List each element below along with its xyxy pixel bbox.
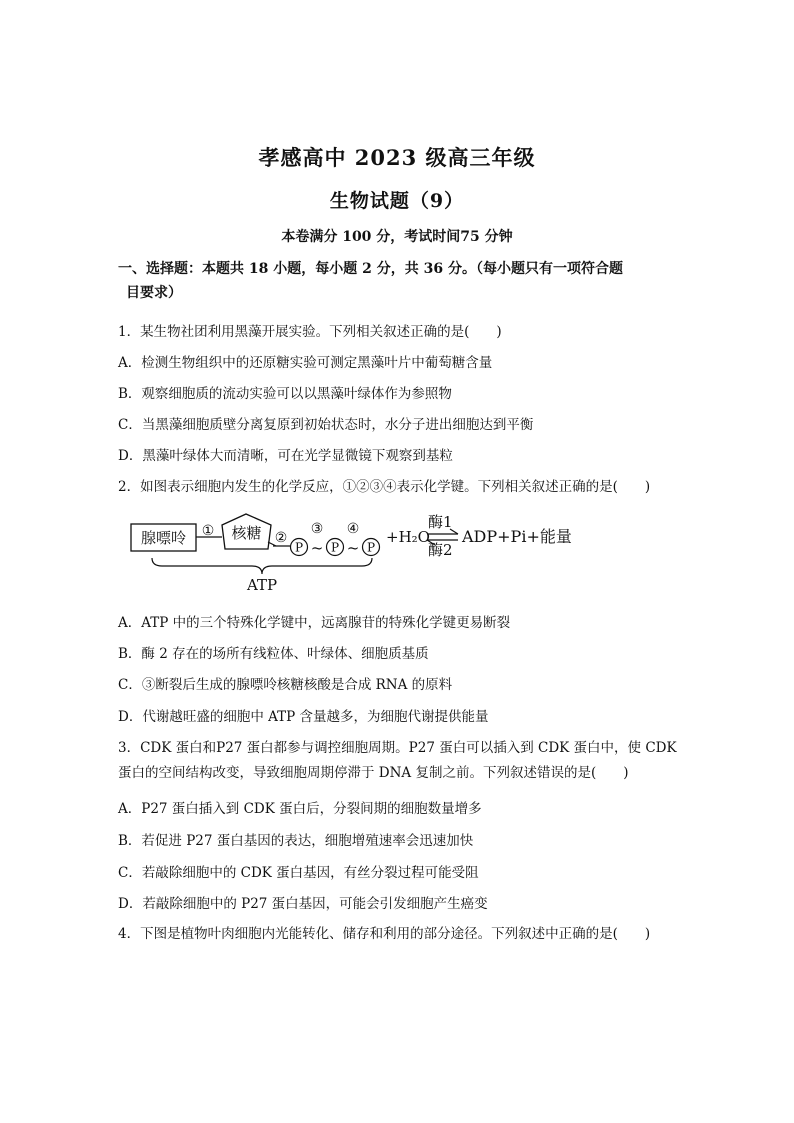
question-1-option-a: A．检测生物组织中的还原糖实验可测定黑藻叶片中葡萄糖含量 [118, 355, 493, 371]
question-3-option-c: C．若敲除细胞中的 CDK 蛋白基因，有丝分裂过程可能受阻 [118, 865, 479, 881]
question-1-option-c: C．当黑藻细胞质壁分离复原到初始状态时，水分子进出细胞达到平衡 [118, 417, 534, 433]
question-2-option-d: D．代谢越旺盛的细胞中 ATP 含量越多，为细胞代谢提供能量 [118, 709, 489, 725]
tilde-2: ~ [346, 539, 360, 557]
question-3-option-b: B．若促进 P27 蛋白基因的表达，细胞增殖速率会迅速加快 [118, 833, 474, 849]
question-1-option-d: D．黑藻叶绿体大而清晰，可在光学显微镜下观察到基粒 [118, 448, 453, 464]
exam-info: 本卷满分 100 分，考试时间75 分钟 [281, 229, 513, 245]
atp-brace [152, 558, 372, 574]
question-3-option-d: D．若敲除细胞中的 P27 蛋白基因，可能会引发细胞产生癌变 [118, 896, 488, 912]
atp-label: ATP [246, 576, 278, 594]
adenine-label: 腺嘌呤 [140, 529, 187, 547]
question-1-stem: 1．某生物社团利用黑藻开展实验。下列相关叙述正确的是( ) [118, 324, 502, 340]
phosphate-2-label: P [330, 540, 340, 555]
ribose-label: 核糖 [231, 524, 262, 542]
products-label: ADP+Pi+能量 [462, 527, 572, 546]
question-3-stem-line1: 3．CDK 蛋白和P27 蛋白都参与调控细胞周期。P27 蛋白可以插入到 CDK 蛋白中，使 CDK [118, 740, 677, 756]
atp-reaction-diagram [128, 510, 588, 600]
exam-title: 生物试题（9） [329, 190, 465, 212]
bond-3-label: ③ [310, 521, 324, 537]
question-3-stem-line2: 蛋白的空间结构改变，导致细胞周期停滞于 DNA 复制之前。下列叙述错误的是( ) [118, 765, 629, 781]
phosphate-1-label: P [294, 540, 304, 555]
section-heading-line1: 一、选择题：本题共 18 小题，每小题 2 分，共 36 分。（每小题只有一项符合题 [118, 261, 623, 277]
question-2-option-c: C．③断裂后生成的腺嘌呤核糖核酸是合成 RNA 的原料 [118, 677, 453, 693]
phosphate-3-label: P [366, 540, 376, 555]
question-2-option-b: B．酶 2 存在的场所有线粒体、叶绿体、细胞质基质 [118, 646, 429, 662]
question-2-option-a: A．ATP 中的三个特殊化学键中，远离腺苷的特殊化学键更易断裂 [118, 615, 511, 631]
bond-2-label: ② [274, 530, 288, 546]
enzyme-2-label: 酶2 [428, 541, 453, 559]
question-1-option-b: B．观察细胞质的流动实验可以以黑藻叶绿体作为参照物 [118, 386, 452, 402]
enzyme-1-label: 酶1 [428, 513, 453, 531]
tilde-1: ~ [310, 539, 324, 557]
question-3-option-a: A．P27 蛋白插入到 CDK 蛋白后，分裂间期的细胞数量增多 [118, 801, 482, 817]
water-label: +H₂O [386, 528, 430, 546]
bond-1-label: ① [201, 523, 215, 539]
question-4-stem: 4．下图是植物叶肉细胞内光能转化、储存和利用的部分途径。下列叙述中正确的是( ) [118, 926, 651, 942]
school-title: 孝感高中 2023 级高三年级 [258, 145, 536, 170]
section-heading-line2: 目要求） [126, 285, 182, 301]
bond-4-label: ④ [346, 521, 360, 537]
question-2-stem: 2．如图表示细胞内发生的化学反应，①②③④表示化学键。下列相关叙述正确的是( ) [118, 479, 651, 495]
